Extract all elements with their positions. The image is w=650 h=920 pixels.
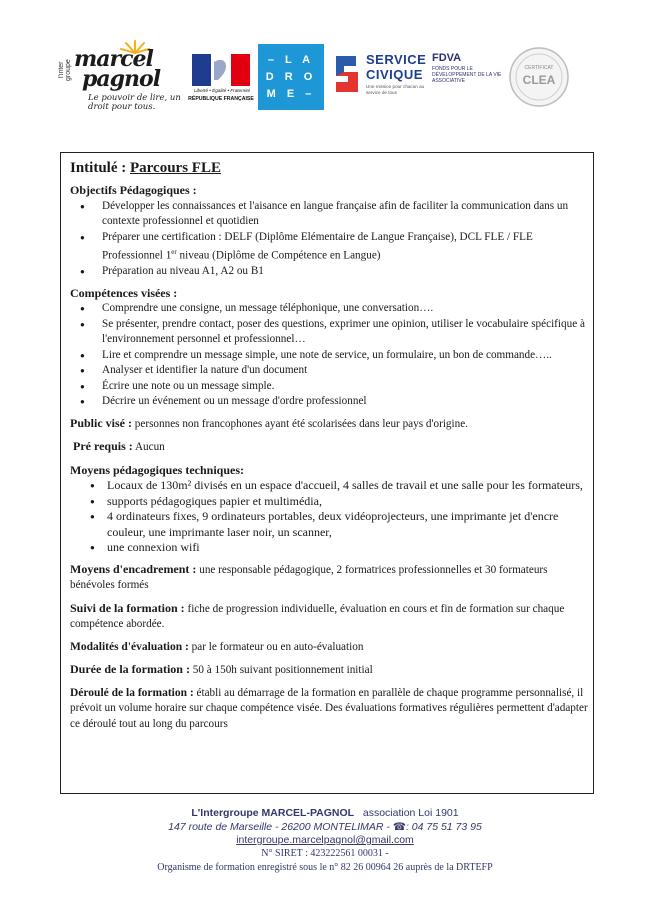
- service-civique-line2: CIVIQUE: [366, 67, 423, 82]
- clea-top-text: CERTIFICAT: [524, 65, 554, 71]
- fdva-logo: [432, 52, 502, 110]
- moyens-heading: Moyens pédagogiques techniques:: [70, 462, 245, 477]
- public-section: [70, 416, 588, 433]
- list-item: ● Développer les connaissances et l'aisance en langue française afin de faciliter la communication dans un contexte professionnel et quotidien: [70, 199, 588, 230]
- duree-text: 50 à 150h suivant positionnement initial: [192, 664, 373, 677]
- list-item: ● Lire et comprendre un message simple, une note de service, un formulaire, un bon de commande…..: [70, 348, 588, 364]
- drome-line-2: D R O: [265, 71, 317, 83]
- deroule-label: Déroulé de la formation :: [70, 686, 194, 699]
- competences-heading: Compétences visées :: [70, 285, 178, 300]
- public-text: personnes non francophones ayant été scolarisées dans leur pays d'origine.: [134, 417, 468, 430]
- footer-email[interactable]: intergroupe.marcelpagnol@gmail.com: [236, 834, 414, 846]
- list-item: ● supports pédagogiques papier et multimédia,: [70, 494, 588, 510]
- clea-badge-icon: [508, 46, 570, 108]
- course-sheet: [60, 152, 594, 794]
- footer-org-line: [0, 806, 650, 820]
- list-item: ● Comprendre une consigne, un message téléphonique, une conversation….: [70, 301, 588, 317]
- deroule-text: établi au démarrage de la formation en parallèle de chaque programme personnalisé, il prévoit un volume horaire sur chaque compétence visée. Des évaluations formatives régulières permettent d'adapter ce déroulé tout au long du parcours: [70, 686, 588, 730]
- suivi-label: Suivi de la formation :: [70, 600, 185, 615]
- logo-word-marcel: marcel: [74, 46, 153, 72]
- duree-label: Durée de la formation :: [70, 662, 190, 677]
- fdva-subtitle: FONDS POUR LE DÉVELOPPEMENT DE LA VIE ASSOCIATIVE: [432, 66, 502, 84]
- public-label: Public visé :: [70, 415, 132, 430]
- footer-address: 147 route de Marseille - 26200 MONTELIMAR -: [168, 821, 390, 833]
- rf-name: RÉPUBLIQUE FRANÇAISE: [188, 96, 254, 102]
- list-item: ● Analyser et identifier la nature d'un document: [70, 363, 588, 379]
- service-civique-line1: SERVICE: [366, 52, 427, 67]
- list-item: ● 4 ordinateurs fixes, 9 ordinateurs portables, deux vidéoprojecteurs, une imprimante jet d'encre couleur, une imprimante laser noir, un scanner,: [70, 509, 588, 540]
- modalites-text: par le formateur ou en auto-évaluation: [191, 640, 364, 653]
- logo-word-pagnol: pagnol: [82, 66, 161, 92]
- suivi-section: [70, 601, 588, 633]
- republique-francaise-logo: [188, 54, 254, 112]
- phone-icon: ☎: [392, 821, 406, 833]
- partner-logos: [58, 40, 578, 122]
- list-item: ● une connexion wifi: [70, 540, 588, 556]
- service-civique-logo: [332, 50, 426, 108]
- la-drome-logo: [258, 44, 324, 110]
- footer-registration: Organisme de formation enregistré sous le n° 82 26 00964 26 auprès de la DRTEFP: [157, 862, 493, 873]
- title-prefix: Intitulé :: [70, 160, 127, 176]
- rf-motto: Liberté • Égalité • Fraternité: [193, 88, 251, 93]
- objectifs-list: [70, 199, 588, 280]
- encadrement-text: une responsable pédagogique, 2 formatrices professionnelles et 30 formateurs bénévoles formés: [70, 563, 548, 592]
- deroule-section: [70, 686, 588, 733]
- encadrement-label: Moyens d'encadrement :: [70, 561, 197, 576]
- logo-tagline: Le pouvoir de lire, un droit pour tous.: [88, 93, 181, 112]
- logo-side-text: l'inter groupe: [58, 59, 72, 81]
- list-item: ● Préparer une certification : DELF (Diplôme Elémentaire de Langue Française), DCL FLE / FLE Professionnel 1er niveau (Diplôme de Compétence en Langue): [70, 230, 588, 265]
- encadrement-section: [70, 562, 588, 594]
- duree-section: [70, 662, 588, 679]
- list-item: ● Écrire une note ou un message simple.: [70, 379, 588, 395]
- drome-line-3: M E –: [266, 88, 316, 100]
- objectifs-heading: Objectifs Pédagogiques :: [70, 183, 197, 197]
- page-footer: [0, 806, 650, 875]
- list-item: ● Se présenter, prendre contact, poser des questions, exprimer une opinion, utiliser le vocabulaire spécifique à l'environnement personnel et professionnel…: [70, 317, 588, 348]
- modalites-label: Modalités d'évaluation :: [70, 640, 189, 653]
- prerequis-section: [70, 439, 588, 456]
- service-civique-subtitle: Une mission pour chacun au service de tous: [366, 84, 425, 95]
- fdva-title: FDVA: [432, 52, 462, 64]
- marianne-flag-icon: [192, 54, 250, 86]
- marcel-pagnol-logo: [58, 40, 182, 122]
- list-item: ● Préparation au niveau A1, A2 ou B1: [70, 264, 588, 280]
- modalites-section: [70, 640, 588, 656]
- clea-name-text: CLEA: [522, 73, 556, 87]
- page-title: [70, 159, 588, 177]
- course-title: Parcours FLE: [130, 160, 221, 176]
- footer-phone: : 04 75 51 73 95: [405, 821, 482, 833]
- prerequis-text: Aucun: [134, 441, 165, 454]
- footer-address-line: [0, 820, 650, 834]
- list-item: ● Décrire un événement ou un message d'ordre professionnel: [70, 394, 588, 410]
- list-item: ● Locaux de 130m² divisés en un espace d'accueil, 4 salles de travail et une salle pour les formateurs,: [70, 478, 588, 494]
- footer-siret: N° SIRET : 423222561 00031 -: [261, 848, 389, 859]
- service-civique-icon: [332, 52, 362, 96]
- clea-certificate-logo: [508, 46, 570, 108]
- footer-org: L'Intergroupe MARCEL-PAGNOL: [191, 807, 355, 819]
- competences-list: [70, 301, 588, 410]
- moyens-list: [70, 478, 588, 556]
- footer-assoc: association Loi 1901: [362, 807, 459, 819]
- prerequis-label: Pré requis :: [73, 439, 133, 454]
- suivi-text: fiche de progression individuelle, évaluation en cours et fin de formation sur chaque compétence abordée.: [70, 602, 565, 631]
- drome-line-1: – L A: [267, 54, 315, 66]
